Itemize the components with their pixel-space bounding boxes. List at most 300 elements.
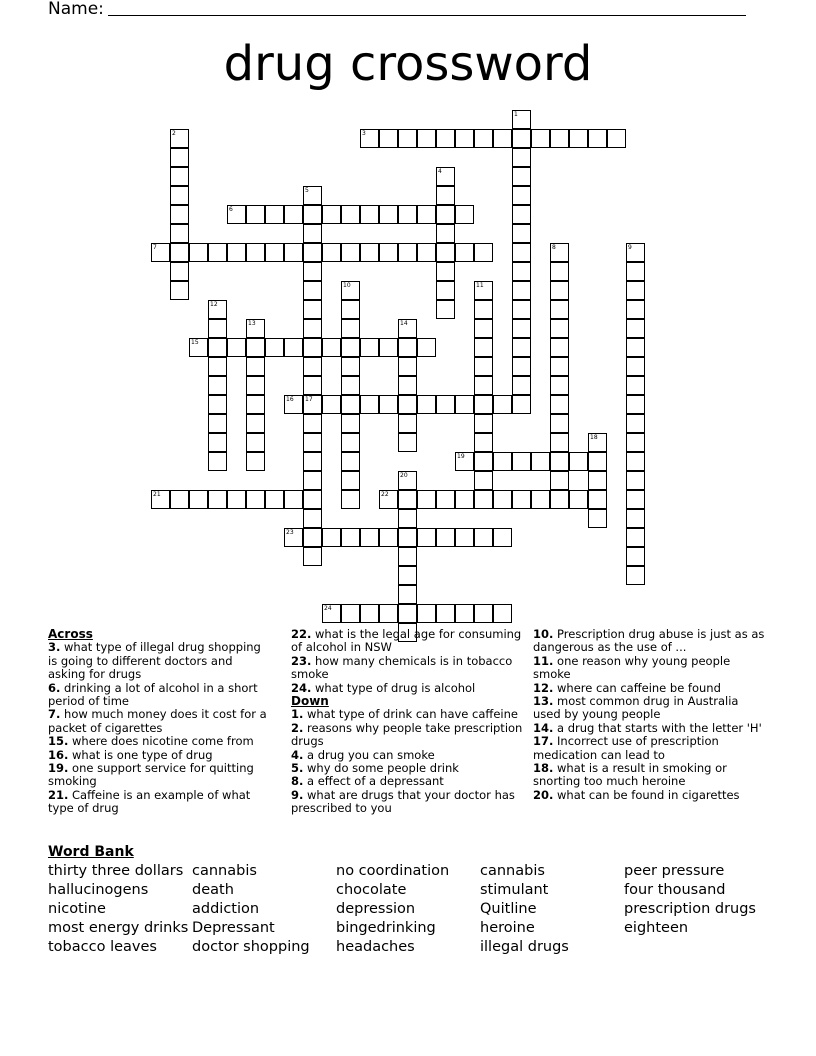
clue-number: 21: [153, 491, 161, 498]
grid-cell[interactable]: [398, 547, 417, 566]
grid-cell[interactable]: [170, 490, 189, 509]
clue-number: 20: [400, 472, 408, 479]
clue-number: 14: [400, 320, 408, 327]
grid-cell[interactable]: [455, 604, 474, 623]
grid-cell[interactable]: [455, 243, 474, 262]
grid-cell[interactable]: [417, 205, 436, 224]
grid-cell[interactable]: [341, 452, 360, 471]
clue-number: 3: [362, 130, 366, 137]
clue-number: 17: [305, 396, 313, 403]
grid-cell[interactable]: [303, 224, 322, 243]
grid-cell[interactable]: [303, 243, 322, 262]
grid-cell[interactable]: [170, 281, 189, 300]
word-bank-item: illegal drugs: [480, 939, 569, 955]
grid-cell[interactable]: [398, 604, 417, 623]
grid-cell[interactable]: [398, 338, 417, 357]
grid-cell[interactable]: [455, 528, 474, 547]
word-bank-item: addiction: [192, 901, 260, 917]
grid-cell[interactable]: [493, 604, 512, 623]
grid-cell[interactable]: [246, 414, 265, 433]
grid-cell[interactable]: [398, 243, 417, 262]
word-bank-title: Word Bank: [48, 844, 134, 860]
grid-cell[interactable]: [417, 129, 436, 148]
grid-cell[interactable]: [550, 433, 569, 452]
grid-cell[interactable]: [455, 395, 474, 414]
grid-cell[interactable]: [246, 357, 265, 376]
grid-cell[interactable]: [512, 319, 531, 338]
grid-cell[interactable]: [360, 395, 379, 414]
grid-cell[interactable]: [208, 433, 227, 452]
grid-cell[interactable]: [626, 452, 645, 471]
grid-cell[interactable]: [379, 528, 398, 547]
grid-cell[interactable]: [398, 395, 417, 414]
grid-cell[interactable]: [246, 490, 265, 509]
grid-cell[interactable]: [208, 376, 227, 395]
grid-cell[interactable]: [474, 528, 493, 547]
grid-cell[interactable]: [398, 528, 417, 547]
grid-cell[interactable]: [626, 395, 645, 414]
grid-cell[interactable]: [588, 509, 607, 528]
grid-cell[interactable]: [284, 528, 303, 547]
grid-cell[interactable]: [512, 148, 531, 167]
grid-cell[interactable]: [588, 433, 607, 452]
grid-cell[interactable]: [550, 300, 569, 319]
grid-cell[interactable]: [398, 205, 417, 224]
grid-cell[interactable]: [341, 395, 360, 414]
grid-cell[interactable]: [626, 243, 645, 262]
grid-cell[interactable]: [550, 452, 569, 471]
grid-cell[interactable]: [512, 205, 531, 224]
grid-cell[interactable]: [265, 243, 284, 262]
across-clue-22: 22. what is the legal age for consuming of alcohol in NSW: [291, 627, 522, 655]
clue-number: 22: [381, 491, 389, 498]
grid-cell[interactable]: [360, 243, 379, 262]
grid-cell[interactable]: [436, 281, 455, 300]
grid-cell[interactable]: [398, 585, 417, 604]
grid-cell[interactable]: [208, 338, 227, 357]
across-clue-24: 24. what type of drug is alcohol: [291, 680, 476, 695]
word-bank-item: headaches: [336, 939, 415, 955]
grid-cell[interactable]: [398, 319, 417, 338]
grid-cell[interactable]: [550, 262, 569, 281]
grid-cell[interactable]: [341, 604, 360, 623]
word-bank-item: peer pressure: [624, 863, 725, 879]
grid-cell[interactable]: [512, 300, 531, 319]
grid-cell[interactable]: [208, 357, 227, 376]
grid-cell[interactable]: [341, 471, 360, 490]
clues-column-3: [533, 628, 765, 802]
word-bank-item: depression: [336, 901, 416, 917]
word-bank-item: nicotine: [48, 901, 106, 917]
grid-cell[interactable]: [265, 205, 284, 224]
grid-cell[interactable]: [227, 205, 246, 224]
grid-cell[interactable]: [436, 243, 455, 262]
across-clue-23: 23. how many chemicals is in tobacco smoke: [291, 653, 513, 682]
grid-cell[interactable]: [284, 395, 303, 414]
grid-cell[interactable]: [360, 604, 379, 623]
grid-cell[interactable]: [626, 281, 645, 300]
grid-cell[interactable]: [208, 452, 227, 471]
grid-cell[interactable]: [417, 528, 436, 547]
grid-cell[interactable]: [436, 395, 455, 414]
grid-cell[interactable]: [455, 129, 474, 148]
word-bank-item: thirty three dollars: [48, 863, 184, 879]
grid-cell[interactable]: [303, 186, 322, 205]
grid-cell[interactable]: [189, 243, 208, 262]
grid-cell[interactable]: [550, 319, 569, 338]
grid-cell[interactable]: [531, 490, 550, 509]
grid-cell[interactable]: [512, 357, 531, 376]
grid-cell[interactable]: [588, 471, 607, 490]
word-bank-item: Depressant: [192, 920, 275, 936]
grid-cell[interactable]: [474, 129, 493, 148]
grid-cell[interactable]: [246, 243, 265, 262]
clue-number: 24: [324, 605, 332, 612]
grid-cell[interactable]: [246, 452, 265, 471]
word-bank-item: eighteen: [624, 920, 689, 936]
grid-cell[interactable]: [303, 357, 322, 376]
grid-cell[interactable]: [398, 509, 417, 528]
grid-cell[interactable]: [436, 300, 455, 319]
grid-cell[interactable]: [626, 528, 645, 547]
grid-cell[interactable]: [436, 604, 455, 623]
grid-cell[interactable]: [474, 281, 493, 300]
grid-cell[interactable]: [341, 376, 360, 395]
down-clue-9: 9. what are drugs that your doctor has prescribed to you: [291, 787, 515, 816]
grid-cell[interactable]: [246, 433, 265, 452]
grid-cell[interactable]: [474, 357, 493, 376]
grid-cell[interactable]: [626, 414, 645, 433]
grid-cell[interactable]: [626, 433, 645, 452]
grid-cell[interactable]: [493, 452, 512, 471]
grid-cell[interactable]: [341, 205, 360, 224]
grid-cell[interactable]: [170, 148, 189, 167]
grid-cell[interactable]: [626, 471, 645, 490]
grid-cell[interactable]: [569, 129, 588, 148]
grid-cell[interactable]: [398, 471, 417, 490]
grid-cell[interactable]: [341, 319, 360, 338]
grid-cell[interactable]: [569, 490, 588, 509]
down-clue-14: 14. a drug that starts with the letter 'H': [533, 720, 762, 735]
grid-cell[interactable]: [550, 395, 569, 414]
grid-cell[interactable]: [170, 186, 189, 205]
grid-cell[interactable]: [474, 338, 493, 357]
grid-cell[interactable]: [303, 205, 322, 224]
grid-cell[interactable]: [303, 395, 322, 414]
word-bank-item: cannabis: [192, 863, 257, 879]
clue-number: 9: [628, 244, 632, 251]
grid-cell[interactable]: [493, 490, 512, 509]
grid-cell[interactable]: [322, 528, 341, 547]
grid-cell[interactable]: [626, 490, 645, 509]
name-label: Name:: [48, 0, 104, 19]
down-clue-8: 8. a effect of a depressant: [291, 774, 444, 789]
grid-cell[interactable]: [284, 338, 303, 357]
grid-cell[interactable]: [227, 338, 246, 357]
grid-cell[interactable]: [151, 243, 170, 262]
grid-cell[interactable]: [512, 224, 531, 243]
grid-cell[interactable]: [512, 243, 531, 262]
grid-cell[interactable]: [436, 129, 455, 148]
grid-cell[interactable]: [170, 205, 189, 224]
grid-cell[interactable]: [398, 357, 417, 376]
grid-cell[interactable]: [379, 604, 398, 623]
grid-cell[interactable]: [170, 262, 189, 281]
grid-cell[interactable]: [170, 167, 189, 186]
grid-cell[interactable]: [379, 243, 398, 262]
grid-cell[interactable]: [512, 186, 531, 205]
grid-cell[interactable]: [303, 452, 322, 471]
grid-cell[interactable]: [626, 376, 645, 395]
grid-cell[interactable]: [341, 433, 360, 452]
grid-cell[interactable]: [398, 376, 417, 395]
grid-cell[interactable]: [417, 243, 436, 262]
grid-cell[interactable]: [417, 604, 436, 623]
clue-number: 16: [286, 396, 294, 403]
grid-cell[interactable]: [588, 129, 607, 148]
word-bank-item: heroine: [480, 920, 535, 936]
grid-cell[interactable]: [436, 186, 455, 205]
grid-cell[interactable]: [246, 205, 265, 224]
word-bank-item: most energy drinks: [48, 920, 189, 936]
word-bank-column-4: [480, 862, 569, 957]
page-title: drug crossword: [223, 36, 593, 92]
grid-cell[interactable]: [208, 319, 227, 338]
clue-number: 2: [172, 130, 176, 137]
grid-cell[interactable]: [436, 528, 455, 547]
grid-cell[interactable]: [284, 243, 303, 262]
across-clue-7: 7. how much money does it cost for a packet of cigarettes: [48, 707, 267, 735]
grid-cell[interactable]: [360, 205, 379, 224]
grid-cell[interactable]: [398, 129, 417, 148]
grid-cell[interactable]: [398, 566, 417, 585]
grid-cell[interactable]: [493, 528, 512, 547]
grid-cell[interactable]: [512, 167, 531, 186]
clue-number: 12: [210, 301, 218, 308]
grid-cell[interactable]: [246, 376, 265, 395]
grid-cell[interactable]: [550, 357, 569, 376]
grid-cell[interactable]: [341, 338, 360, 357]
word-bank-item: death: [192, 882, 234, 898]
clue-number: 11: [476, 282, 484, 289]
grid-cell[interactable]: [303, 338, 322, 357]
grid-cell[interactable]: [398, 414, 417, 433]
grid-cell[interactable]: [512, 376, 531, 395]
grid-cell[interactable]: [626, 566, 645, 585]
grid-cell[interactable]: [360, 338, 379, 357]
grid-cell[interactable]: [417, 490, 436, 509]
grid-cell[interactable]: [626, 357, 645, 376]
grid-cell[interactable]: [360, 528, 379, 547]
grid-cell[interactable]: [550, 338, 569, 357]
grid-cell[interactable]: [588, 452, 607, 471]
grid-cell[interactable]: [341, 281, 360, 300]
grid-cell[interactable]: [588, 490, 607, 509]
grid-cell[interactable]: [626, 509, 645, 528]
grid-cell[interactable]: [569, 452, 588, 471]
grid-cell[interactable]: [493, 129, 512, 148]
grid-cell[interactable]: [398, 433, 417, 452]
grid-cell[interactable]: [322, 604, 341, 623]
grid-cell[interactable]: [550, 414, 569, 433]
grid-cell[interactable]: [474, 471, 493, 490]
grid-cell[interactable]: [550, 490, 569, 509]
grid-cell[interactable]: [474, 490, 493, 509]
word-bank-item: hallucinogens: [48, 882, 149, 898]
word-bank-column-2: [192, 862, 310, 957]
grid-cell[interactable]: [303, 490, 322, 509]
grid-cell[interactable]: [303, 319, 322, 338]
grid-cell[interactable]: [208, 300, 227, 319]
grid-cell[interactable]: [170, 129, 189, 148]
grid-cell[interactable]: [512, 262, 531, 281]
grid-cell[interactable]: [417, 395, 436, 414]
grid-cell[interactable]: [474, 604, 493, 623]
grid-cell[interactable]: [379, 205, 398, 224]
grid-cell[interactable]: [512, 281, 531, 300]
grid-cell[interactable]: [626, 547, 645, 566]
grid-cell[interactable]: [379, 338, 398, 357]
grid-cell[interactable]: [208, 243, 227, 262]
grid-cell[interactable]: [303, 471, 322, 490]
grid-cell[interactable]: [189, 338, 208, 357]
grid-cell[interactable]: [341, 490, 360, 509]
grid-cell[interactable]: [436, 490, 455, 509]
grid-cell[interactable]: [474, 319, 493, 338]
grid-cell[interactable]: [303, 281, 322, 300]
grid-cell[interactable]: [265, 338, 284, 357]
grid-cell[interactable]: [436, 224, 455, 243]
grid-cell[interactable]: [189, 490, 208, 509]
grid-cell[interactable]: [341, 528, 360, 547]
grid-cell[interactable]: [626, 300, 645, 319]
grid-cell[interactable]: [208, 414, 227, 433]
grid-cell[interactable]: [550, 281, 569, 300]
grid-cell[interactable]: [474, 433, 493, 452]
grid-cell[interactable]: [303, 414, 322, 433]
grid-cell[interactable]: [151, 490, 170, 509]
word-bank-column-5: [624, 862, 756, 938]
grid-cell[interactable]: [322, 395, 341, 414]
grid-cell[interactable]: [208, 490, 227, 509]
grid-cell[interactable]: [531, 129, 550, 148]
clue-number: 8: [552, 244, 556, 251]
grid-cell[interactable]: [227, 490, 246, 509]
down-clue-2: 2. reasons why people take prescription drugs: [291, 720, 523, 749]
grid-cell[interactable]: [474, 452, 493, 471]
grid-cell[interactable]: [170, 224, 189, 243]
grid-cell[interactable]: [512, 452, 531, 471]
grid-cell[interactable]: [303, 547, 322, 566]
grid-cell[interactable]: [379, 395, 398, 414]
across-clue-19: 19. one support service for quitting smoking: [48, 761, 254, 789]
grid-cell[interactable]: [512, 110, 531, 129]
grid-cell[interactable]: [303, 433, 322, 452]
grid-cell[interactable]: [341, 414, 360, 433]
grid-cell[interactable]: [246, 338, 265, 357]
grid-cell[interactable]: [341, 357, 360, 376]
grid-cell[interactable]: [474, 414, 493, 433]
grid-cell[interactable]: [626, 262, 645, 281]
across-clue-3: 3. what type of illegal drug shopping is going to different doctors and asking for drugs: [48, 640, 261, 682]
grid-cell[interactable]: [360, 129, 379, 148]
grid-cell[interactable]: [512, 129, 531, 148]
down-clue-17: 17. Incorrect use of prescription medication can lead to: [533, 734, 719, 762]
grid-cell[interactable]: [455, 205, 474, 224]
grid-cell[interactable]: [512, 395, 531, 414]
grid-cell[interactable]: [303, 528, 322, 547]
grid-cell[interactable]: [322, 338, 341, 357]
grid-cell[interactable]: [322, 243, 341, 262]
word-bank-item: chocolate: [336, 882, 407, 898]
grid-cell[interactable]: [531, 452, 550, 471]
grid-cell[interactable]: [436, 262, 455, 281]
grid-cell[interactable]: [550, 129, 569, 148]
grid-cell[interactable]: [436, 167, 455, 186]
grid-cell[interactable]: [474, 300, 493, 319]
grid-cell[interactable]: [550, 471, 569, 490]
grid-cell[interactable]: [341, 243, 360, 262]
grid-cell[interactable]: [436, 205, 455, 224]
grid-cell[interactable]: [455, 490, 474, 509]
grid-cell[interactable]: [379, 490, 398, 509]
grid-cell[interactable]: [455, 452, 474, 471]
across-clue-15: 15. where does nicotine come from: [48, 734, 254, 749]
clue-number: 18: [590, 434, 598, 441]
grid-cell[interactable]: [626, 319, 645, 338]
clue-number: 4: [438, 168, 442, 175]
grid-cell[interactable]: [550, 376, 569, 395]
grid-cell[interactable]: [303, 300, 322, 319]
grid-cell[interactable]: [493, 395, 512, 414]
grid-cell[interactable]: [398, 490, 417, 509]
grid-cell[interactable]: [626, 338, 645, 357]
across-clue-21: 21. Caffeine is an example of what type of drug: [48, 787, 251, 816]
clue-number: 23: [286, 529, 294, 536]
grid-cell[interactable]: [170, 243, 189, 262]
down-clue-12: 12. where can caffeine be found: [533, 680, 721, 695]
clue-number: 6: [229, 206, 233, 213]
grid-cell[interactable]: [379, 129, 398, 148]
grid-cell[interactable]: [265, 490, 284, 509]
grid-cell[interactable]: [512, 338, 531, 357]
grid-cell[interactable]: [417, 338, 436, 357]
grid-cell[interactable]: [607, 129, 626, 148]
grid-cell[interactable]: [341, 300, 360, 319]
grid-cell[interactable]: [246, 395, 265, 414]
grid-cell[interactable]: [474, 376, 493, 395]
grid-cell[interactable]: [474, 395, 493, 414]
grid-cell[interactable]: [208, 395, 227, 414]
grid-cell[interactable]: [246, 319, 265, 338]
grid-cell[interactable]: [474, 243, 493, 262]
grid-cell[interactable]: [550, 243, 569, 262]
grid-cell[interactable]: [227, 243, 246, 262]
grid-cell[interactable]: [284, 205, 303, 224]
word-bank-column-1: [48, 862, 188, 957]
down-clue-20: 20. what can be found in cigarettes: [533, 787, 740, 802]
grid-cell[interactable]: [322, 205, 341, 224]
grid-cell[interactable]: [303, 509, 322, 528]
clue-number: 19: [457, 453, 465, 460]
clue-number: 13: [248, 320, 256, 327]
grid-cell[interactable]: [303, 376, 322, 395]
grid-cell[interactable]: [303, 262, 322, 281]
across-clue-6: 6. drinking a lot of alcohol in a short period of time: [48, 680, 258, 709]
grid-cell[interactable]: [512, 490, 531, 509]
clues-column-1: [48, 628, 270, 816]
grid-cell[interactable]: [284, 490, 303, 509]
